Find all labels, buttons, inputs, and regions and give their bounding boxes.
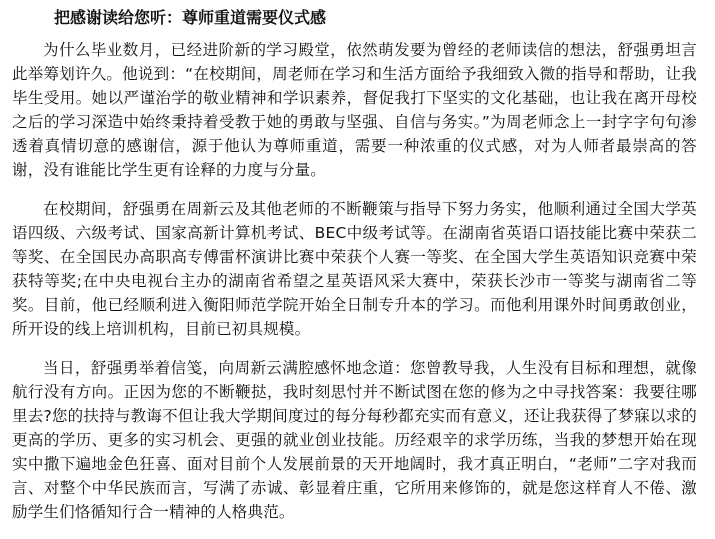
- article: [12, 6, 697, 539]
- article-heading: 把感谢读给您听：尊师重道需要仪式感: [54, 8, 327, 27]
- paragraph-2: 在校期间，舒强勇在周新云及其他老师的不断鞭策与指导下努力务实，他顺利通过全国大学英语四级、六级考试、国家高新计算机考试、BEC中级考试等。在湖南省英语口语技能比赛中荣获二等奖、在全国民办高职高专傅雷杯演讲比赛中荣获个人赛一等奖、在全国大学生英语知识竞赛中荣获特等奖;在中央电视台主办的湖南省希望之星英语风采大赛中，荣获长沙市一等奖与湖南省二等奖。目前，他已经顺利进入衡阳师范学院开始全日制专升本的学习。而他利用课外时间勇敢创业，所开设的线上培训机构，目前已初具规模。: [12, 200, 697, 338]
- paragraph-1: 为什么毕业数月，已经进阶新的学习殿堂，依然萌发要为曾经的老师读信的想法，舒强勇坦言此举筹划许久。他说到：“在校期间，周老师在学习和生活方面给予我细致入微的指导和帮助，让我毕生受用。她以严谨治学的敬业精神和学识素养，督促我打下坚实的文化基础，也让我在离开母校之后的学习深造中始终秉持着受教于她的勇敢与坚强、自信与务实。”为周老师念上一封字字句句渗透着真情切意的感谢信，源于他认为尊师重道，需要一种浓重的仪式感，对为人师者最崇高的答谢，没有谁能比学生更有诠释的力度与分量。: [12, 41, 697, 179]
- paragraph-3: 当日，舒强勇举着信笺，向周新云满腔感怀地念道：您曾教导我，人生没有目标和理想，就像航行没有方向。正因为您的不断鞭挞，我时刻思忖并不断试图在您的修为之中寻找答案：我要往哪里去?您的扶持与教诲不但让我大学期间度过的每分每秒都充实而有意义，还让我获得了梦寐以求的更高的学历、更多的实习机会、更强的就业创业技能。历经艰辛的求学历练，当我的梦想开始在现实中撒下遍地金色狂喜、面对目前个人发展前景的天开地阔时，我才真正明白，“老师”二字对我而言、对整个中华民族而言，写满了赤诚、彰显着庄重，它所用来修饰的，就是您这样育人不倦、激励学生们恪循知行合一精神的人格典范。: [12, 359, 697, 521]
